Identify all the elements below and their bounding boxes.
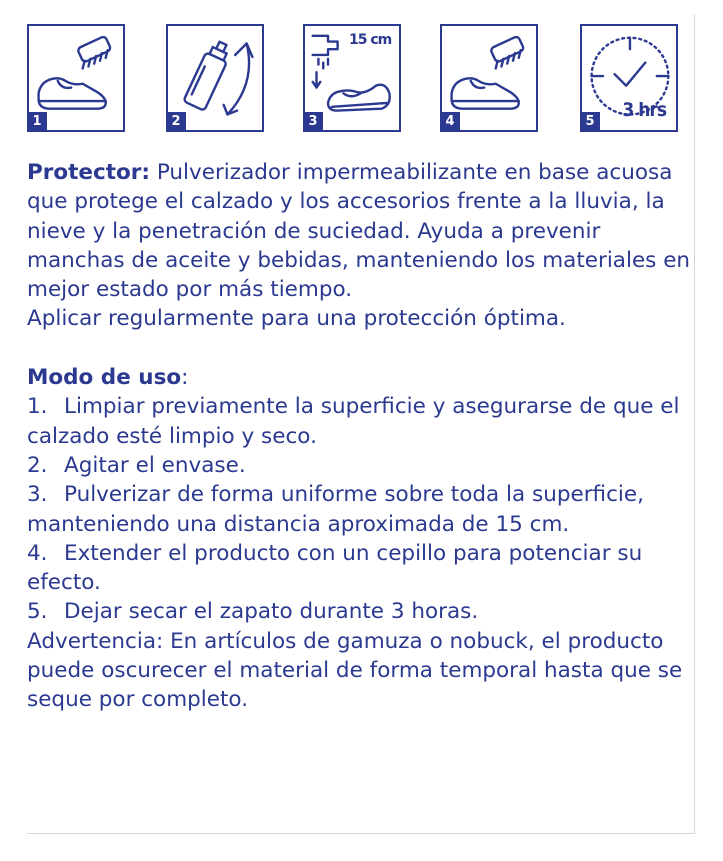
- usage-heading: Modo de uso: [27, 365, 182, 391]
- step-1-number: 1: [27, 112, 47, 132]
- step-4-number: 4: [440, 112, 460, 132]
- section-spacer: [27, 334, 695, 363]
- step-2-number: 2: [166, 112, 186, 132]
- step-2-icon-box: [166, 24, 264, 132]
- usage-heading-line: [27, 363, 695, 392]
- step-number: 4.: [27, 540, 48, 566]
- step-number: 2.: [27, 452, 48, 478]
- usage-step: [27, 597, 695, 626]
- step-3-number: 3: [303, 112, 323, 132]
- step-5-icon-box: [580, 24, 678, 132]
- protector-body: Pulverizador impermeabilizante en base acuosa que protege el calzado y los accesorios frente a la lluvia, la nieve y la penetración de suciedad. Ayuda a prevenir manchas de aceite y bebidas, manteniendo los materiales en mejor estado por más tiempo.: [27, 160, 691, 303]
- step-text: Limpiar previamente la superficie y asegurarse de que el calzado esté limpio y seco.: [27, 394, 680, 449]
- step-text: Dejar secar el zapato durante 3 horas.: [64, 599, 479, 625]
- usage-heading-colon: :: [181, 365, 189, 391]
- step-text: Pulverizar de forma uniforme sobre toda la superficie, manteniendo una distancia aproximada de 15 cm.: [27, 482, 644, 537]
- step-number: 3.: [27, 482, 48, 508]
- warning-paragraph: Advertencia: En artículos de gamuza o nobuck, el producto puede oscurecer el material de forma temporal hasta que se seque por completo.: [27, 628, 683, 713]
- drying-time-label: 3 hrs: [622, 99, 666, 121]
- product-description: [27, 158, 695, 715]
- protector-note: Aplicar regularmente para una protección óptima.: [27, 306, 566, 332]
- protector-paragraph: [27, 158, 695, 304]
- usage-step: [27, 539, 695, 598]
- step-number: 1.: [27, 394, 48, 420]
- distance-label: 15 cm: [349, 32, 392, 48]
- step-4-icon-box: [440, 24, 538, 132]
- step-1-icon-box: [27, 24, 125, 132]
- step-text: Extender el producto con un cepillo para potenciar su efecto.: [27, 540, 643, 596]
- step-text: Agitar el envase.: [64, 452, 246, 478]
- step-number: 5.: [27, 599, 48, 625]
- usage-step: [27, 392, 695, 451]
- protector-heading: Protector:: [27, 160, 150, 185]
- usage-step: [27, 451, 695, 480]
- usage-step: [27, 480, 695, 539]
- step-5-number: 5: [580, 112, 600, 132]
- step-3-icon-box: [303, 24, 401, 132]
- instruction-icons-row: [27, 24, 695, 136]
